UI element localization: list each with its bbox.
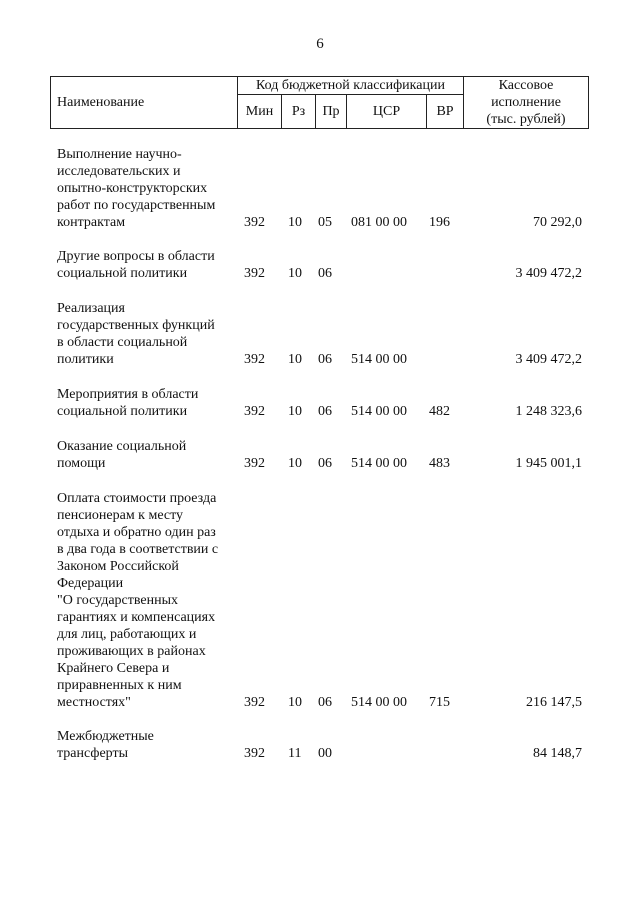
row-amount: 70 292,0 — [533, 215, 582, 230]
row-pr: 05 — [318, 215, 332, 230]
row-vr: 483 — [429, 456, 450, 471]
row-vr: 196 — [429, 215, 450, 230]
row-rz: 10 — [288, 404, 302, 419]
row-min: 392 — [244, 456, 265, 471]
row-pr: 00 — [318, 746, 332, 761]
header-min: Мин — [238, 95, 282, 129]
row-csr: 081 00 00 — [351, 215, 407, 230]
table-row — [0, 386, 640, 420]
row-vr: 715 — [429, 695, 450, 710]
row-name: Межбюджетные трансферты — [57, 729, 154, 761]
row-name: Оплата стоимости проезда пенсионерам к месту отдыха и обратно один раз в два года в соответствии с Законом Российской Федерации "О государственных гарантиях и компенсациях для лиц, работающих и проживающих в районах Крайнего Севера и приравненных к ним местностях" — [57, 491, 219, 710]
row-csr: 514 00 00 — [351, 352, 407, 367]
row-name: Мероприятия в области социальной политики — [57, 387, 199, 419]
row-csr: 514 00 00 — [351, 456, 407, 471]
header-kass-line-3: (тыс. рублей) — [486, 112, 566, 127]
header-vr: ВР — [427, 95, 464, 129]
page-number: 6 — [316, 36, 324, 52]
row-pr: 06 — [318, 352, 332, 367]
table-row — [0, 438, 640, 472]
row-pr: 06 — [318, 456, 332, 471]
row-rz: 11 — [288, 746, 302, 761]
row-amount: 216 147,5 — [526, 695, 582, 710]
row-amount: 84 148,7 — [533, 746, 582, 761]
row-min: 392 — [244, 404, 265, 419]
row-pr: 06 — [318, 266, 332, 281]
header-kass-line-1: Кассовое — [498, 78, 554, 93]
header-rz: Рз — [282, 95, 316, 129]
table-row — [0, 300, 640, 368]
row-amount: 1 945 001,1 — [515, 456, 582, 471]
header-kass-line-2: исполнение — [491, 95, 561, 110]
row-csr: 514 00 00 — [351, 695, 407, 710]
header-csr: ЦСР — [347, 95, 427, 129]
table-row — [0, 146, 640, 231]
row-min: 392 — [244, 695, 265, 710]
row-name: Выполнение научно- исследовательских и опытно-конструкторских работ по государственным контрактам — [57, 147, 216, 230]
row-name: Реализация государственных функций в области социальной политики — [57, 301, 215, 367]
row-name: Оказание социальной помощи — [57, 439, 187, 471]
row-rz: 10 — [288, 456, 302, 471]
row-amount: 3 409 472,2 — [515, 352, 582, 367]
header-pr: Пр — [316, 95, 347, 129]
row-min: 392 — [244, 746, 265, 761]
header-code-group: Код бюджетной классификации — [238, 77, 464, 95]
row-pr: 06 — [318, 404, 332, 419]
row-rz: 10 — [288, 695, 302, 710]
row-rz: 10 — [288, 266, 302, 281]
row-min: 392 — [244, 266, 265, 281]
row-vr: 482 — [429, 404, 450, 419]
row-rz: 10 — [288, 215, 302, 230]
row-amount: 3 409 472,2 — [515, 266, 582, 281]
table-row — [0, 248, 640, 282]
header-name: Наименование — [51, 77, 238, 129]
row-name: Другие вопросы в области социальной политики — [57, 249, 215, 281]
row-rz: 10 — [288, 352, 302, 367]
row-min: 392 — [244, 215, 265, 230]
row-csr: 514 00 00 — [351, 404, 407, 419]
table-row — [0, 490, 640, 711]
table-row — [0, 728, 640, 762]
row-pr: 06 — [318, 695, 332, 710]
row-min: 392 — [244, 352, 265, 367]
row-amount: 1 248 323,6 — [515, 404, 582, 419]
